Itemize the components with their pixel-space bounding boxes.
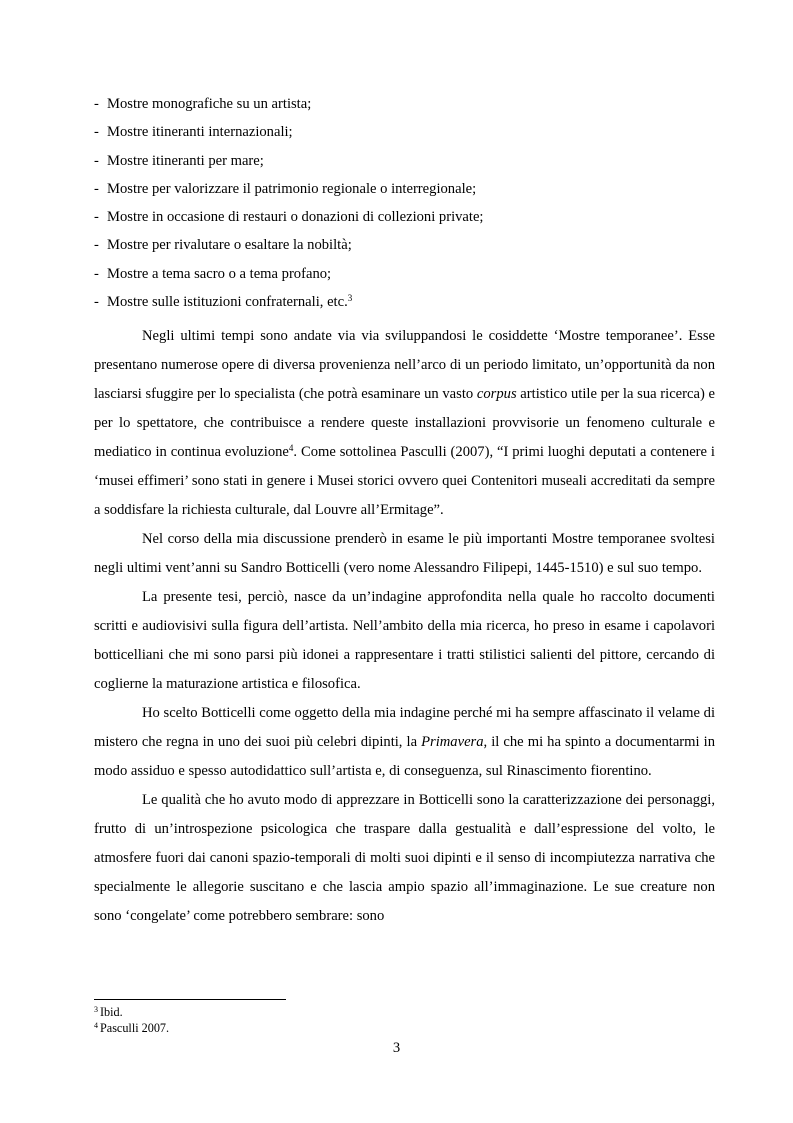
list-item-text: Mostre a tema sacro o a tema profano; [107,265,332,282]
list-item [94,90,714,118]
footnote-separator [94,999,286,1000]
list-dash: - [94,96,99,112]
paragraph-discussion: Nel corso della mia discussione prenderò in esame le più importanti Mostre temporanee svoltesi negli ultimi vent’anni su Sandro Botticelli (vero nome Alessandro Filipepi, 1445-1510) e sul suo tempo. [94,531,715,576]
footnote-number: 3 [94,1005,98,1014]
italic-term: corpus [476,386,517,402]
list-dash: - [94,237,99,254]
page-number: 3 [392,1040,401,1056]
exhibition-types-list [94,90,714,316]
paragraph-thesis: La presente tesi, perciò, nasce da un’indagine approfondita nella quale ho raccolto documenti scritti e audiovisivi sulla figura dell’artista. Nell’ambito della mia ricerca, ho preso in esame i capolavori botticelliani che mi sono parsi più idonei a rappresentare i tratti stilistici salienti del pittore, cercando di coglierne la maturazione artistica e filosofica. [94,589,715,692]
paragraph-text: artistico utile per la sua ricerca) e per lo spettatore, che contribuisce a rendere queste installazioni provvisorie un fenomeno culturale e mediatico in continua evoluzione [94,386,715,460]
list-item [94,118,714,146]
list-item [94,175,714,203]
footnote-4 [94,1020,714,1036]
list-item [94,203,714,231]
footnote-ref-3[interactable]: 3 [347,293,353,304]
footnote-number: 4 [94,1021,98,1030]
list-item-text: Mostre per valorizzare il patrimonio regionale o interregionale; [107,180,477,197]
paragraph-temporary-exhibitions [94,322,715,525]
list-item [94,231,714,259]
list-item-text: Mostre itineranti internazionali; [107,124,293,141]
paragraph-text: Ho scelto Botticelli come oggetto della mia indagine perché mi ha sempre affascinato il velame di mistero che regna in uno dei suoi più celebri dipinti, la [94,705,715,750]
list-dash: - [94,294,99,311]
footnote-3 [94,1004,714,1020]
footnote-ref-4[interactable]: 4 [288,443,294,453]
paragraph-text: , il che mi ha spinto a documentarmi in modo assiduo e spesso autodidattico sull’artista e, di conseguenza, sul Rinascimento fiorentino. [94,734,715,779]
list-dash: - [94,124,99,141]
footnotes [94,1004,714,1036]
list-item-text: Mostre in occasione di restauri o donazioni di collezioni private; [107,209,484,226]
list-item-text: Mostre per rivalutare o esaltare la nobiltà; [107,237,352,254]
list-dash: - [94,152,99,169]
footnote-text: Pasculli 2007. [100,1021,170,1035]
paragraph-primavera [94,699,715,786]
list-item-text: Mostre sulle istituzioni confraternali, etc. [107,294,348,311]
italic-title: Primavera [421,734,484,750]
list-dash: - [94,180,99,197]
paragraph-text: Negli ultimi tempi sono andate via via sviluppandosi le cosiddette ‘Mostre temporanee’. Esse presentano numerose opere di diversa provenienza nell’arco di un periodo limitato, un’opportunità da non lasciarsi sfuggire per lo specialista (che potrà esaminare un vasto [94,328,715,402]
footnote-text: Ibid. [100,1005,123,1019]
paragraph-qualities: Le qualità che ho avuto modo di apprezzare in Botticelli sono la caratterizzazione dei personaggi, frutto di un’introspezione psicologica che traspare dalla gestualità e dall’espressione del volto, le atmosfere fuori dai canoni spazio-temporali di molti suoi dipinti e il senso di incompiutezza narrativa che specialmente le allegorie suscitano e che lascia ampio spazio all’immaginazione. Le sue creature non sono ‘congelate’ come potrebbero sembrare: sono [94,792,715,924]
list-dash: - [94,265,99,282]
list-item-text: Mostre monografiche su un artista; [107,96,312,112]
body-text [94,322,715,931]
list-item-text: Mostre itineranti per mare; [107,152,264,169]
list-item [94,147,714,175]
paragraph-text: . Come sottolinea Pasculli (2007), “I primi luoghi deputati a contenere i ‘musei effimeri’ sono stati in genere i Musei storici ovvero quei Contenitori museali accreditati da sempre a soddisfare la richiesta culturale, dal Louvre all’Ermitage”. [94,444,715,518]
list-item [94,260,714,288]
list-item [94,288,714,316]
list-dash: - [94,209,99,226]
